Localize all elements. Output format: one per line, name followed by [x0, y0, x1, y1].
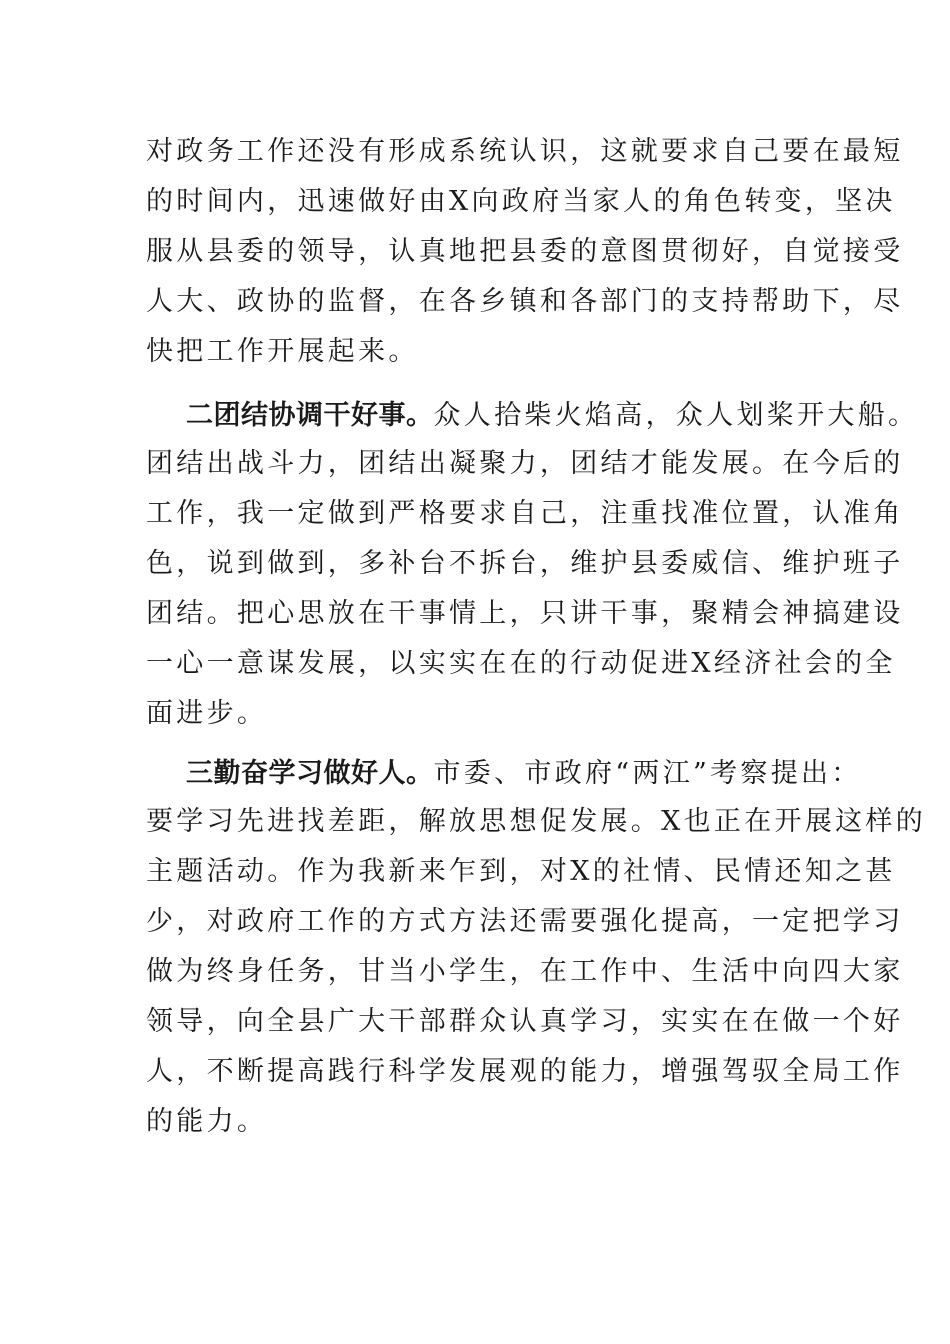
paragraph-3-line-8: 的能力。	[146, 1106, 268, 1137]
paragraph-2-line-2: 团结出战斗力，团结出凝聚力，团结才能发展。在今后的	[146, 448, 904, 479]
paragraph-2-heading: 二团结协调干好事。	[186, 400, 434, 431]
paragraph-2-line-5: 团结。把心思放在干事情上，只讲干事，聚精会神搞建设	[146, 598, 904, 629]
paragraph-3-line-5: 做为终身任务，甘当小学生，在工作中、生活中向四大家	[146, 956, 904, 987]
paragraph-3-line-4: 少，对政府工作的方式方法还需要强化提高，一定把学习	[146, 906, 904, 937]
paragraph-1-line-1: 对政务工作还没有形成系统认识，这就要求自己要在最短	[146, 136, 904, 167]
paragraph-2-line-3: 工作，我一定做到严格要求自己，注重找准位置，认准角	[146, 498, 904, 529]
paragraph-3-line-7: 人，不断提高践行科学发展观的能力，增强驾驭全局工作	[146, 1056, 904, 1087]
paragraph-2-line-4: 色，说到做到，多补台不拆台，维护县委威信、维护班子	[146, 548, 904, 579]
paragraph-1-line-2: 的时间内，迅速做好由X向政府当家人的角色转变，坚决	[146, 186, 896, 217]
paragraph-3-line-2: 要学习先进找差距，解放思想促发展。X也正在开展这样的	[146, 806, 927, 837]
paragraph-1-line-4: 人大、政协的监督，在各乡镇和各部门的支持帮助下，尽	[146, 286, 904, 317]
paragraph-2-line-7: 面进步。	[146, 698, 268, 729]
paragraph-2-first-line-text: 众人拾柴火焰高，众人划桨开大船。	[433, 400, 919, 431]
paragraph-3-first-line	[186, 756, 866, 792]
paragraph-2-first-line	[186, 398, 919, 434]
paragraph-1-line-5: 快把工作开展起来。	[146, 336, 419, 367]
paragraph-1-line-3: 服从县委的领导，认真地把县委的意图贯彻好，自觉接受	[146, 236, 904, 267]
paragraph-2-line-6: 一心一意谋发展，以实实在在的行动促进X经济社会的全	[146, 648, 896, 679]
paragraph-3-line-6: 领导，向全县广大干部群众认真学习，实实在在做一个好	[146, 1006, 904, 1037]
paragraph-3-line-3: 主题活动。作为我新来乍到，对X的社情、民情还知之甚	[146, 856, 896, 887]
paragraph-3-heading: 三勤奋学习做好人。	[186, 758, 434, 789]
paragraph-3-first-line-text: 市委、市政府“两江”考察提出：	[433, 758, 862, 789]
